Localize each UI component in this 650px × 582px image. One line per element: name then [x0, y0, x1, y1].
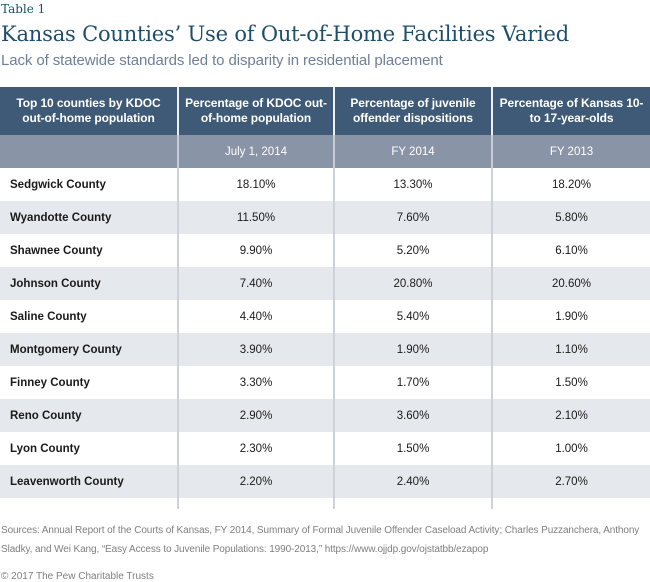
value-cell: 18.10%: [178, 168, 334, 201]
value-cell: 2.10%: [492, 399, 650, 432]
table-row: [0, 201, 650, 234]
copyright-note: © 2017 The Pew Charitable Trusts: [1, 571, 154, 582]
value-cell: 2.30%: [178, 432, 334, 465]
table-row: [0, 465, 650, 498]
table-header: [0, 87, 650, 168]
subheader-cell-date: July 1, 2014: [178, 135, 334, 168]
table-kicker: Table 1: [1, 2, 46, 16]
value-cell: 20.60%: [492, 267, 650, 300]
value-cell: 1.90%: [334, 333, 492, 366]
county-cell: Reno County: [0, 399, 178, 432]
table-row: [0, 267, 650, 300]
table-row: [0, 432, 650, 465]
column-header-kdoc-population: Percentage of KDOC out-of-home population: [178, 87, 334, 135]
county-cell: Lyon County: [0, 432, 178, 465]
value-cell: 3.60%: [334, 399, 492, 432]
value-cell: 3.90%: [178, 333, 334, 366]
value-cell: 2.20%: [178, 465, 334, 498]
value-cell: 3.30%: [178, 366, 334, 399]
sources-note: Sources: Annual Report of the Courts of Kansas, FY 2014, Summary of Formal Juvenile Offender Caseload Activity; Charles Puzzanchera, Anthony Sladky, and Wei Kang, “Easy Access to Juvenile Populations: 1990-2013,” https://www.ojjdp.gov/ojstatbb/ezapop: [1, 525, 640, 555]
county-cell: Johnson County: [0, 267, 178, 300]
column-header-youth-population: Percentage of Kansas 10- to 17-year-olds: [492, 87, 650, 135]
table-body: [0, 168, 650, 498]
value-cell: 2.70%: [492, 465, 650, 498]
subheader-cell-empty: [0, 135, 178, 168]
value-cell: 2.90%: [178, 399, 334, 432]
value-cell: 1.00%: [492, 432, 650, 465]
county-cell: Shawnee County: [0, 234, 178, 267]
value-cell: 1.50%: [334, 432, 492, 465]
column-header-counties: Top 10 counties by KDOC out-of-home population: [0, 87, 178, 135]
value-cell: 20.80%: [334, 267, 492, 300]
value-cell: 4.40%: [178, 300, 334, 333]
table-row: [0, 333, 650, 366]
value-cell: 1.50%: [492, 366, 650, 399]
table-row: [0, 366, 650, 399]
column-header-row: [0, 87, 650, 135]
subheader-cell-fy2013: FY 2013: [492, 135, 650, 168]
value-cell: 13.30%: [334, 168, 492, 201]
value-cell: 1.10%: [492, 333, 650, 366]
value-cell: 18.20%: [492, 168, 650, 201]
county-cell: Saline County: [0, 300, 178, 333]
table-row: [0, 168, 650, 201]
county-cell: Sedgwick County: [0, 168, 178, 201]
value-cell: 9.90%: [178, 234, 334, 267]
figure-header: [0, 0, 650, 70]
value-cell: 7.40%: [178, 267, 334, 300]
subheader-cell-fy2014: FY 2014: [334, 135, 492, 168]
value-cell: 2.40%: [334, 465, 492, 498]
value-cell: 5.40%: [334, 300, 492, 333]
value-cell: 1.70%: [334, 366, 492, 399]
table-row: [0, 399, 650, 432]
column-header-dispositions: Percentage of juvenile offender dispositions: [334, 87, 492, 135]
table-filler-row: [0, 498, 650, 509]
value-cell: 5.20%: [334, 234, 492, 267]
value-cell: 7.60%: [334, 201, 492, 234]
value-cell: 11.50%: [178, 201, 334, 234]
value-cell: 1.90%: [492, 300, 650, 333]
county-cell: Montgomery County: [0, 333, 178, 366]
table-row: [0, 300, 650, 333]
table-row: [0, 234, 650, 267]
county-cell: Leavenworth County: [0, 465, 178, 498]
subheader-row: [0, 135, 650, 168]
county-cell: Finney County: [0, 366, 178, 399]
table-footer: [0, 498, 650, 509]
data-table: [0, 87, 650, 509]
value-cell: 5.80%: [492, 201, 650, 234]
page-subtitle: Lack of statewide standards led to disparity in residential placement: [1, 52, 443, 69]
page-title: Kansas Counties’ Use of Out-of-Home Facilities Varied: [1, 22, 570, 46]
value-cell: 6.10%: [492, 234, 650, 267]
county-cell: Wyandotte County: [0, 201, 178, 234]
